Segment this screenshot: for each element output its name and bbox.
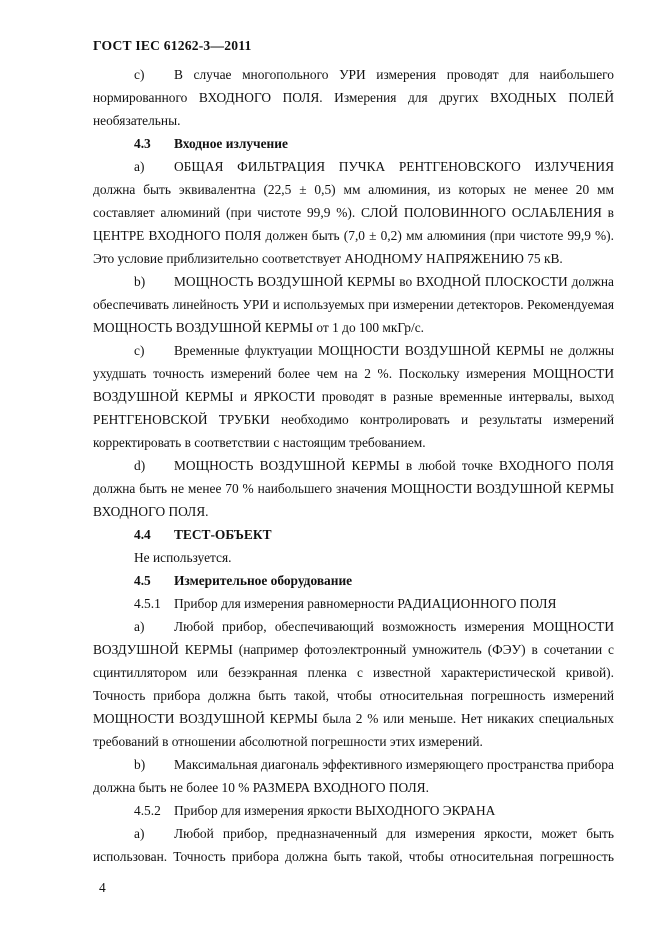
text-line: требований в отношении абсолютной погрешности этих измерений. <box>93 734 483 749</box>
text-line: Это условие приблизительно соответствует АНОДНОМУ НАПРЯЖЕНИЮ 75 кВ. <box>93 251 563 266</box>
section-number: 4.3 <box>134 136 151 151</box>
text-line: Точность прибора должна быть такой, чтобы относительная погрешность измерений <box>93 688 614 703</box>
subsection-heading <box>134 802 614 820</box>
section-number: 4.5 <box>134 573 151 588</box>
text-line: должна быть не более 10 % РАЗМЕРА ВХОДНОГО ПОЛЯ. <box>93 780 429 795</box>
section-heading <box>134 572 614 590</box>
item-label: a) <box>134 159 145 174</box>
text-line <box>134 158 614 176</box>
text-line <box>134 457 614 475</box>
text-line: ухудшать точность измерений более чем на 2 %. Поскольку измерения МОЩНОСТИ <box>93 366 614 381</box>
text-line <box>134 273 614 291</box>
item-label: c) <box>134 343 145 358</box>
item-label: b) <box>134 274 146 289</box>
text-line <box>134 756 614 774</box>
text-line: нормированного ВХОДНОГО ПОЛЯ. Измерения для других ВХОДНЫХ ПОЛЕЙ <box>93 90 614 105</box>
line-text: МОЩНОСТЬ ВОЗДУШНОЙ КЕРМЫ в любой точке ВХОДНОГО ПОЛЯ <box>174 458 614 473</box>
page-number: 4 <box>99 880 106 895</box>
item-label: b) <box>134 757 146 772</box>
text-line: обеспечивать линейность УРИ и используемых при измерении детекторов. Рекомендуемая <box>93 297 614 312</box>
section-title: ТЕСТ-ОБЪЕКТ <box>174 527 272 542</box>
line-text: Временные флуктуации МОЩНОСТИ ВОЗДУШНОЙ КЕРМЫ не должны <box>174 343 614 358</box>
text-line: Не используется. <box>134 550 232 565</box>
line-text: ОБЩАЯ ФИЛЬТРАЦИЯ ПУЧКА РЕНТГЕНОВСКОГО ИЗЛУЧЕНИЯ <box>174 159 614 174</box>
text-line <box>134 66 614 84</box>
item-label: a) <box>134 826 145 841</box>
line-text: В случае многопольного УРИ измерения проводят для наибольшего <box>174 67 614 82</box>
subsection-number: 4.5.2 <box>134 803 161 818</box>
item-label: d) <box>134 458 146 473</box>
text-line: ВОЗДУШНОЙ КЕРМЫ и ЯРКОСТИ проводят в разные временные интервалы, выход <box>93 389 614 404</box>
text-line: ВОЗДУШНОЙ КЕРМЫ (например фотоэлектронный умножитель (ФЭУ) в сочетании с <box>93 642 614 657</box>
subsection-title: Прибор для измерения яркости ВЫХОДНОГО ЭКРАНА <box>174 803 496 818</box>
line-text: Любой прибор, обеспечивающий возможность измерения МОЩНОСТИ <box>174 619 614 634</box>
text-line <box>134 825 614 843</box>
line-text: Любой прибор, предназначенный для измерения яркости, может быть <box>174 826 614 841</box>
text-line: использован. Точность прибора должна быть такой, чтобы относительная погрешность <box>93 849 614 864</box>
text-line <box>134 342 614 360</box>
subsection-title: Прибор для измерения равномерности РАДИАЦИОННОГО ПОЛЯ <box>174 596 557 611</box>
text-line: РЕНТГЕНОВСКОЙ ТРУБКИ необходимо контролировать и результаты измерений <box>93 412 614 427</box>
line-text: Максимальная диагональ эффективного измеряющего пространства прибора <box>174 757 614 772</box>
section-title: Входное излучение <box>174 136 288 151</box>
text-line: корректировать в соответствии с настоящим требованием. <box>93 435 426 450</box>
item-label: c) <box>134 67 145 82</box>
section-title: Измерительное оборудование <box>174 573 353 588</box>
text-line: ЦЕНТРЕ ВХОДНОГО ПОЛЯ должен быть (7,0 ± 0,2) мм алюминия (при чистоте 99,9 %). <box>93 228 614 243</box>
item-label: a) <box>134 619 145 634</box>
section-number: 4.4 <box>134 527 151 542</box>
text-line: должна быть не менее 70 % наибольшего значения МОЩНОСТИ ВОЗДУШНОЙ КЕРМЫ <box>93 481 614 496</box>
text-line <box>134 618 614 636</box>
text-line: МОЩНОСТЬ ВОЗДУШНОЙ КЕРМЫ от 1 до 100 мкГр/с. <box>93 320 424 335</box>
document-header: ГОСТ IEC 61262-3—2011 <box>93 38 252 53</box>
text-line: сцинтиллятором или безэкранная пленка с известной характеристической кривой). <box>93 665 614 680</box>
text-line: необязательны. <box>93 113 181 128</box>
line-text: МОЩНОСТЬ ВОЗДУШНОЙ КЕРМЫ во ВХОДНОЙ ПЛОСКОСТИ должна <box>174 274 614 289</box>
text-line: МОЩНОСТИ ВОЗДУШНОЙ КЕРМЫ была 2 % или меньше. Нет никаких специальных <box>93 711 614 726</box>
text-line: составляет алюминий (при чистоте 99,9 %). СЛОЙ ПОЛОВИННОГО ОСЛАБЛЕНИЯ в <box>93 205 614 220</box>
subsection-heading <box>134 595 614 613</box>
text-line: ВХОДНОГО ПОЛЯ. <box>93 504 209 519</box>
subsection-number: 4.5.1 <box>134 596 161 611</box>
text-line: должна быть эквивалентна (22,5 ± 0,5) мм алюминия, из которых не менее 20 мм <box>93 182 614 197</box>
section-heading <box>134 526 614 544</box>
section-heading <box>134 135 614 153</box>
